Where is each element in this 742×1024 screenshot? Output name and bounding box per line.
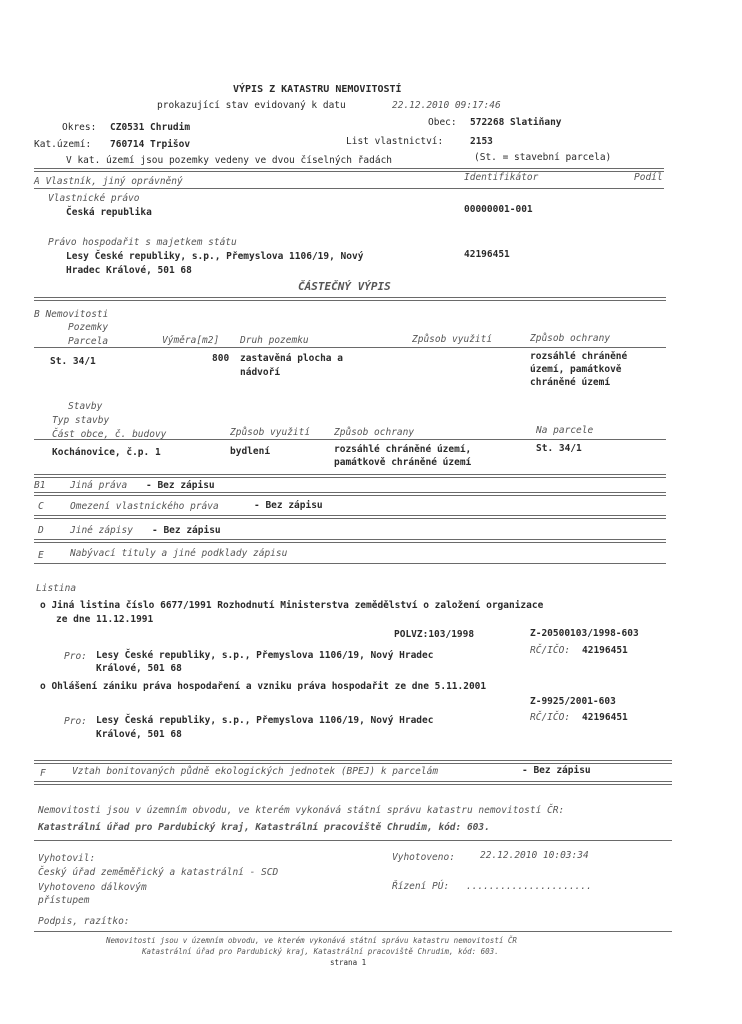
ochrana-line3: chráněné území (530, 377, 611, 388)
col-vymera: Výměra[m2] (162, 335, 220, 346)
divider (34, 515, 666, 516)
divider (34, 188, 664, 189)
doc1-line2: ze dne 11.12.1991 (56, 614, 154, 625)
dalkovym-line1: Vyhotoveno dálkovým (38, 882, 147, 893)
lv-label: List vlastnictví: (346, 136, 444, 147)
podpis-label: Podpis, razítko: (38, 916, 130, 927)
divider (34, 518, 666, 519)
section-e-label: Nabývací tituly a jiné podklady zápisu (70, 548, 288, 559)
col-s-ochrana: Způsob ochrany (334, 427, 415, 438)
section-d-label: Jiné zápisy (70, 525, 133, 536)
sub-pozemky: Pozemky (68, 322, 109, 333)
right2-owner-line2: Hradec Králové, 501 68 (66, 265, 192, 276)
col-druh: Druh pozemku (240, 335, 309, 346)
col-podil: Podíl (634, 172, 663, 183)
doc2-rc-label: RČ/IČO: (530, 712, 571, 723)
building-parcel: St. 34/1 (536, 443, 582, 454)
ochrana-line2: území, památkově (530, 364, 622, 375)
state-label: prokazující stav evidovaný k datu (157, 100, 346, 111)
section-c-code: C (38, 501, 44, 512)
footer-small-line2: Katastrální úřad pro Pardubický kraj, Katastrální pracoviště Chrudim, kód: 603. (142, 947, 499, 956)
section-b1-code: B1 (34, 480, 46, 491)
divider (34, 439, 666, 440)
header-note: V kat. území jsou pozemky vedeny ve dvou číselných řadách (66, 155, 393, 166)
building-name: Kochánovice, č.p. 1 (52, 447, 161, 458)
divider (34, 477, 666, 478)
divider (34, 763, 672, 764)
rizeni-label: Řízení PÚ: (392, 881, 450, 892)
obec-label: Obec: (428, 117, 457, 128)
partial-extract-title: ČÁSTEČNÝ VÝPIS (298, 280, 391, 293)
section-b1-label: Jiná práva (70, 480, 128, 491)
header-note-st: (St. = stavební parcela) (474, 152, 612, 163)
section-f-value: - Bez zápisu (522, 765, 591, 776)
doc1-polvz: POLVZ:103/1998 (394, 629, 475, 640)
doc2-rc-value: 42196451 (582, 712, 628, 723)
druh-line1: zastavěná plocha a (240, 353, 343, 364)
okres-label: Okres: (62, 122, 97, 133)
divider (34, 781, 672, 782)
page-number: strana 1 (330, 958, 367, 967)
doc1-rc-label: RČ/IČO: (530, 645, 571, 656)
divider (34, 168, 664, 169)
divider (34, 840, 672, 841)
section-e-code: E (38, 550, 44, 561)
building-protection-line1: rozsáhlé chráněné území, (334, 444, 472, 455)
divider (34, 563, 666, 564)
col-ochrana: Způsob ochrany (530, 333, 611, 344)
vyhotoveno-label: Vyhotoveno: (392, 852, 455, 863)
divider (34, 542, 666, 543)
divider (34, 495, 666, 496)
druh-line2: nádvoří (240, 367, 281, 378)
doc1-pro-line2: Králové, 501 68 (96, 663, 182, 674)
dalkovym-line2: přístupem (38, 895, 90, 906)
divider (34, 539, 666, 540)
listina-label: Listina (36, 583, 77, 594)
doc1-rc-value: 42196451 (582, 645, 628, 656)
obec-value: 572268 Slatiňany (470, 117, 562, 128)
sub-stavby: Stavby (68, 401, 103, 412)
lv-value: 2153 (470, 136, 493, 147)
building-protection-line2: památkově chráněné území (334, 457, 472, 468)
doc2-pro-line1: Lesy Česká republiky, s.p., Přemyslova 1106/19, Nový Hradec (96, 715, 434, 726)
right1-id: 00000001-001 (464, 204, 533, 215)
doc2-z-number: Z-9925/2001-603 (530, 696, 616, 707)
doc1-z-number: Z-20500103/1998-603 (530, 628, 639, 639)
vyhotoveno-value: 22.12.2010 10:03:34 (480, 850, 589, 861)
col-s-vyuziti: Způsob využití (230, 427, 311, 438)
ochrana-line1: rozsáhlé chráněné (530, 351, 628, 362)
footer-note-line2: Katastrální úřad pro Pardubický kraj, Katastrální pracoviště Chrudim, kód: 603. (38, 822, 490, 833)
section-f-label: Vztah bonitovaných půdně ekologických jednotek (BPEJ) k parcelám (72, 766, 439, 777)
doc1-pro-label: Pro: (64, 651, 87, 662)
doc1-line1: o Jiná listina číslo 6677/1991 Rozhodnutí Ministerstva zemědělství o založení organizace (40, 600, 544, 611)
section-b1-value: - Bez zápisu (146, 480, 215, 491)
section-a-heading: A Vlastník, jiný oprávněný (34, 176, 183, 187)
section-f-code: F (40, 768, 46, 779)
right1-owner: Česká republika (66, 207, 152, 218)
right1-label: Vlastnické právo (48, 193, 140, 204)
col-vyuziti: Způsob využití (412, 334, 493, 345)
divider (34, 931, 672, 932)
section-c-label: Omezení vlastnického práva (70, 501, 219, 512)
col-parcela: Parcela (68, 336, 109, 347)
section-c-value: - Bez zápisu (254, 500, 323, 511)
divider (34, 171, 664, 172)
footer-note-line1: Nemovitosti jsou v územním obvodu, ve kterém vykonává státní správu katastru nemovitostí ČR: (38, 805, 565, 816)
divider (34, 474, 666, 475)
state-datetime: 22.12.2010 09:17:46 (392, 100, 501, 111)
okres-value: CZ0531 Chrudim (110, 122, 191, 133)
divider (34, 297, 666, 298)
col-typ: Typ stavby (52, 415, 110, 426)
building-use: bydlení (230, 446, 271, 457)
parcel-area: 800 (212, 353, 230, 364)
section-b-heading: B Nemovitosti (34, 309, 109, 320)
section-d-value: - Bez zápisu (152, 525, 221, 536)
section-d-code: D (38, 525, 44, 536)
col-na-parcele: Na parcele (536, 425, 594, 436)
col-identifikator: Identifikátor (464, 172, 539, 183)
doc1-pro-line1: Lesy České republiky, s.p., Přemyslova 1106/19, Nový Hradec (96, 650, 434, 661)
col-cast: Část obce, č. budovy (52, 429, 167, 440)
divider (34, 784, 672, 785)
divider (34, 347, 666, 348)
divider (34, 300, 666, 301)
doc2-pro-line2: Králové, 501 68 (96, 729, 182, 740)
right2-label: Právo hospodařit s majetkem státu (48, 237, 237, 248)
right2-id: 42196451 (464, 249, 510, 260)
katuzemi-value: 760714 Trpišov (110, 139, 191, 150)
divider (34, 492, 666, 493)
document-title: VÝPIS Z KATASTRU NEMOVITOSTÍ (233, 84, 402, 95)
katuzemi-label: Kat.území: (34, 139, 92, 150)
divider (34, 760, 672, 761)
vyhotovil-value: Český úřad zeměměřický a katastrální - SCD (38, 867, 279, 878)
right2-owner-line1: Lesy České republiky, s.p., Přemyslova 1106/19, Nový (66, 251, 364, 262)
vyhotovil-label: Vyhotovil: (38, 853, 96, 864)
parcel-number: St. 34/1 (50, 356, 96, 367)
footer-small-line1: Nemovitosti jsou v územním obvodu, ve kterém vykonává státní správu katastru nemovitostí ČR (106, 936, 517, 945)
doc2-pro-label: Pro: (64, 716, 87, 727)
rizeni-dots: ...................... (466, 881, 592, 892)
doc2-line1: o Ohlášení zániku práva hospodaření a vzniku práva hospodařit ze dne 5.11.2001 (40, 681, 487, 692)
